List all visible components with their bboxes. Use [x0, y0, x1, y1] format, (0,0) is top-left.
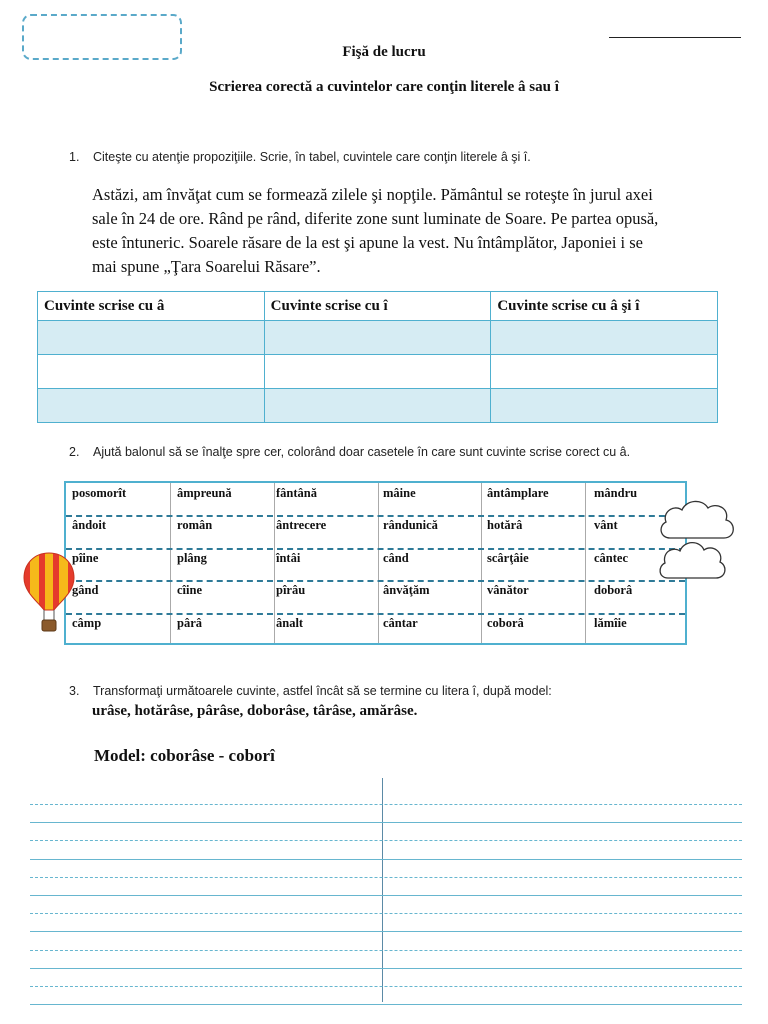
- writing-guide-dashed: [30, 986, 742, 987]
- grid-word-cell[interactable]: rândunică: [383, 518, 438, 533]
- table-cell[interactable]: [264, 389, 491, 423]
- date-line[interactable]: [609, 37, 741, 38]
- grid-word-cell[interactable]: cântar: [383, 615, 418, 630]
- writing-guide-line: [30, 895, 742, 896]
- writing-guide-line: [30, 968, 742, 969]
- task-1-text: Citeşte cu atenţie propoziţiile. Scrie, în tabel, cuvintele care conţin literele â şi î.: [93, 150, 531, 164]
- task-3-text: Transformaţi următoarele cuvinte, astfel încât să se termine cu litera î, după model:: [93, 684, 552, 698]
- grid-column-divider: [481, 483, 482, 643]
- grid-word-cell[interactable]: pîine: [72, 550, 99, 565]
- grid-word-cell[interactable]: lămîie: [594, 615, 627, 630]
- grid-word-cell[interactable]: ânvăţăm: [383, 583, 430, 598]
- writing-guide-dashed: [30, 877, 742, 878]
- table-cell[interactable]: [38, 389, 265, 423]
- grid-word-cell[interactable]: român: [177, 518, 213, 533]
- grid-word-cell[interactable]: doborâ: [594, 583, 633, 598]
- table-cell[interactable]: [38, 321, 265, 355]
- cloud-icon: [656, 534, 728, 586]
- grid-word-cell[interactable]: posomorît: [72, 486, 127, 500]
- grid-word-cell[interactable]: întâi: [276, 550, 301, 565]
- writing-guide-line: [30, 1004, 742, 1005]
- grid-word-cell[interactable]: plâng: [177, 550, 207, 565]
- paragraph-line: sale în 24 de ore. Rând pe rând, diferite zone sunt luminate de Soare. Pe partea opusă,: [92, 209, 659, 228]
- words-to-transform: urâse, hotărâse, pârâse, doborâse, târâse, amărâse.: [92, 703, 418, 719]
- task-2-text: Ajută balonul să se înalţe spre cer, colorând doar casetele în care sunt cuvinte scrise corect cu â.: [93, 445, 631, 459]
- grid-word-cell[interactable]: vânător: [487, 583, 529, 598]
- grid-word-cell[interactable]: scârţâie: [487, 550, 529, 565]
- grid-word-cell[interactable]: cântec: [594, 550, 629, 565]
- grid-row-divider: [66, 613, 685, 615]
- table-cell[interactable]: [491, 389, 718, 423]
- grid-row-divider: [66, 548, 685, 550]
- word-grid: [64, 481, 687, 645]
- table-header-a: Cuvinte scrise cu â: [38, 292, 265, 321]
- grid-word-cell[interactable]: ânalt: [276, 615, 304, 630]
- grid-word-cell[interactable]: ântâmplare: [487, 486, 549, 500]
- grid-word-cell[interactable]: âmpreună: [177, 486, 232, 500]
- paragraph-line: Astăzi, am învăţat cum se formează zilele şi nopţile. Pământul se roteşte în jurul axei: [92, 185, 653, 204]
- task-3-number: 3.: [69, 684, 80, 698]
- grid-word-cell[interactable]: când: [383, 550, 409, 565]
- grid-word-cell[interactable]: gând: [72, 583, 99, 598]
- reading-paragraph: [92, 183, 732, 279]
- writing-guide-dashed: [30, 913, 742, 914]
- task-3-instruction: [69, 684, 709, 702]
- writing-guide-line: [30, 859, 742, 860]
- grid-word-cell[interactable]: pîrâu: [276, 583, 306, 598]
- writing-guide-dashed: [30, 840, 742, 841]
- table-header-i: Cuvinte scrise cu î: [264, 292, 491, 321]
- words-table: [37, 291, 718, 423]
- grid-word-cell[interactable]: mândru: [594, 486, 638, 500]
- grid-word-cell[interactable]: hotărâ: [487, 518, 523, 533]
- grid-column-divider: [378, 483, 379, 643]
- grid-row-divider: [66, 580, 685, 582]
- grid-word-cell[interactable]: mâine: [383, 486, 416, 500]
- table-cell[interactable]: [38, 355, 265, 389]
- grid-column-divider: [274, 483, 275, 643]
- grid-column-divider: [585, 483, 586, 643]
- grid-word-cell[interactable]: vânt: [594, 518, 618, 533]
- grid-word-cell[interactable]: cîine: [177, 583, 202, 598]
- model-example: Model: coborâse - coborî: [94, 746, 275, 765]
- table-cell[interactable]: [491, 355, 718, 389]
- table-cell[interactable]: [491, 321, 718, 355]
- hot-air-balloon-icon: [22, 551, 76, 635]
- grid-word-cell[interactable]: ântrecere: [276, 518, 327, 533]
- grid-word-cell[interactable]: fântână: [276, 486, 317, 500]
- grid-word-cell[interactable]: coborâ: [487, 615, 524, 630]
- page-subtitle: Scrierea corectă a cuvintelor care conţin literele â sau î: [209, 79, 559, 95]
- paragraph-line: este întuneric. Soarele răsare de la est şi apune la vest. Nu întâmplător, Japoniei i se: [92, 233, 643, 252]
- writing-guide-line: [30, 931, 742, 932]
- writing-guide-dashed: [30, 950, 742, 951]
- writing-guide-dashed: [30, 804, 742, 805]
- table-header-a-and-i: Cuvinte scrise cu â şi î: [491, 292, 718, 321]
- grid-word-cell[interactable]: ândoit: [72, 518, 107, 533]
- grid-word-cell[interactable]: pârâ: [177, 615, 202, 630]
- task-1-number: 1.: [69, 150, 80, 164]
- table-cell[interactable]: [264, 321, 491, 355]
- task-2-number: 2.: [69, 445, 80, 459]
- writing-guide-line: [30, 822, 742, 823]
- table-cell[interactable]: [264, 355, 491, 389]
- task-2-instruction: [69, 445, 709, 463]
- page-title: Fişă de lucru: [342, 44, 426, 60]
- paragraph-line: mai spune „Ţara Soarelui Răsare”.: [92, 257, 321, 276]
- task-1-instruction: [69, 150, 689, 168]
- grid-row-divider: [66, 515, 685, 517]
- writing-area[interactable]: [30, 778, 742, 1002]
- grid-word-cell[interactable]: câmp: [72, 615, 102, 630]
- grid-column-divider: [170, 483, 171, 643]
